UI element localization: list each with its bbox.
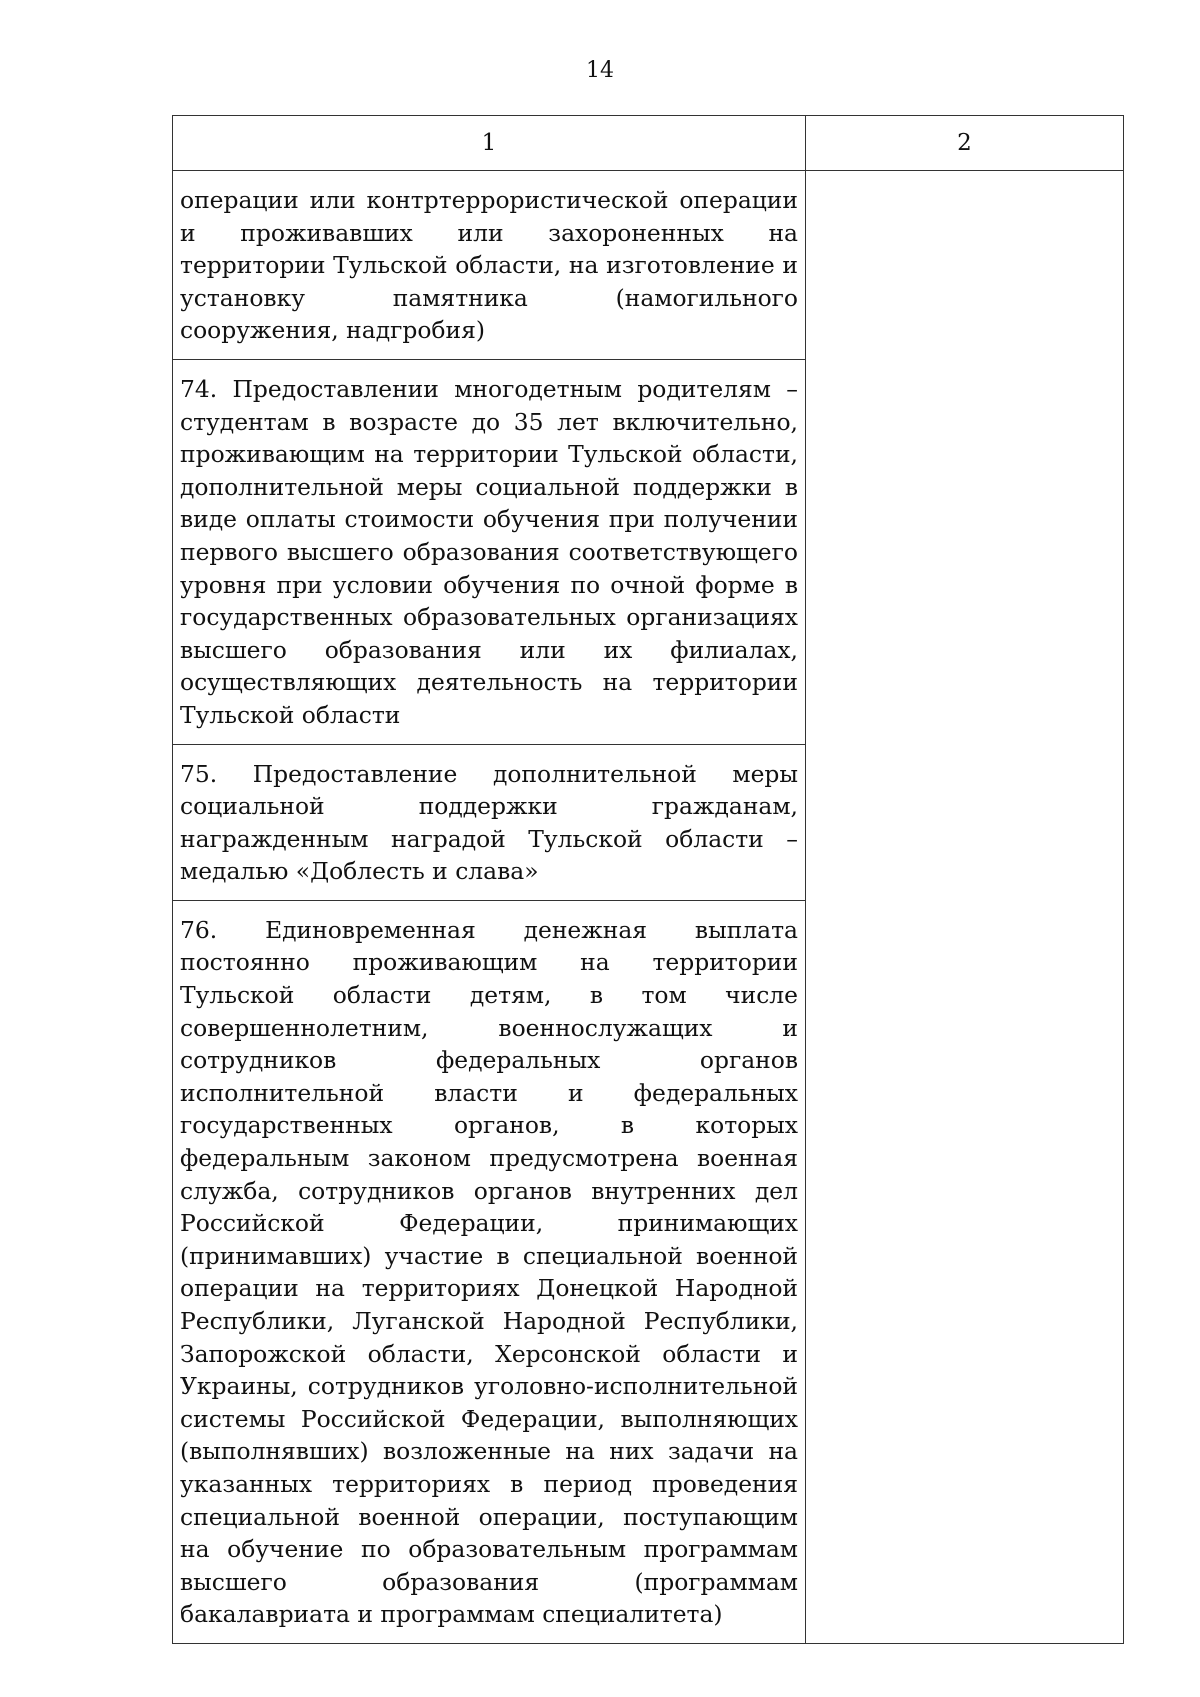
table-cell-col2 [806, 171, 1124, 1644]
cell-text: 75. Предоставление дополнительной меры социальной поддержки гражданам, награжденным наградой Тульской области – медалью «Доблесть и слава» [180, 759, 798, 886]
table-row [173, 171, 1124, 360]
page-number: 14 [586, 58, 614, 83]
table-cell-col1 [173, 900, 806, 1643]
table-cell-col1 [173, 744, 806, 900]
document-table [172, 115, 1124, 1644]
cell-text: 74. Предоставлении многодетным родителям – студентам в возрасте до 35 лет включительно, проживающим на территории Тульской области, дополнительной меры социальной поддержки в виде оплаты стоимости обучения при получении первого высшего образования соответствующего уровня при условии обучения по очной форме в государственных образовательных организациях высшего образования или их филиалах, осуществляющих деятельность на территории Тульской области [180, 374, 798, 729]
table-cell-col1 [173, 171, 806, 360]
table-header-row [173, 116, 1124, 171]
cell-text: 76. Единовременная денежная выплата постоянно проживающим на территории Тульской области детям, в том числе совершеннолетним, военнослужащих и сотрудников федеральных органов исполнительной власти и федеральных государственных органов, в которых федеральным законом предусмотрена военная служба, сотрудников органов внутренних дел Российской Федерации, принимающих (принимавших) участие в специальной военной операции на территориях Донецкой Народной Республики, Луганской Народной Республики, Запорожской области, Херсонской области и Украины, сотрудников уголовно-исполнительной системы Российской Федерации, выполняющих (выполнявших) возложенные на них задачи на указанных территориях в период проведения специальной военной операции, поступающим на обучение по образовательным программам высшего образования (программам бакалавриата и программам специалитета) [180, 915, 798, 1629]
cell-text: операции или контртеррористической операции и проживавших или захороненных на территории Тульской области, на изготовление и установку памятника (намогильного сооружения, надгробия) [180, 186, 798, 345]
column-header-2: 2 [806, 116, 1124, 171]
table-cell-col1 [173, 359, 806, 744]
column-header-1: 1 [173, 116, 806, 171]
